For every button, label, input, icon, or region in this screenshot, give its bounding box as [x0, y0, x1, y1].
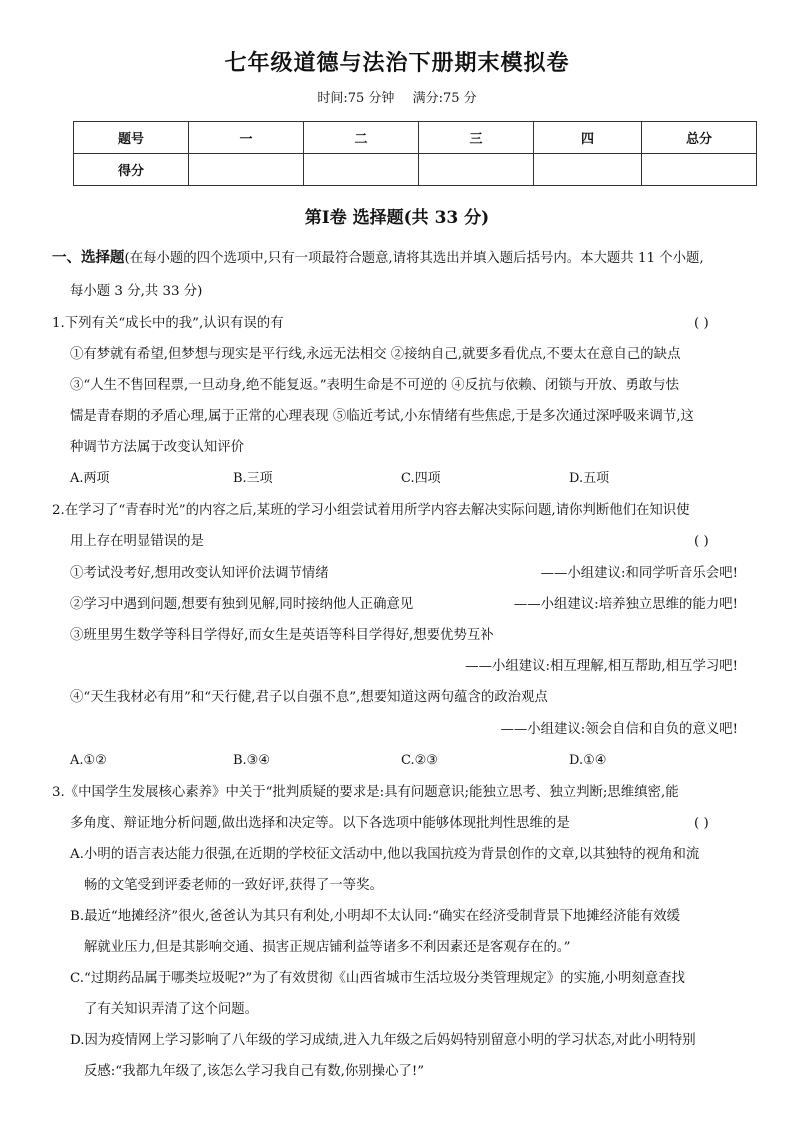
q3-stem-2: 多角度、辩证地分析问题,做出选择和决定等。以下各选项中能够体现批判性思维的是	[70, 816, 570, 831]
q1-answer-blank[interactable]: ( )	[694, 316, 709, 331]
score-cell: 总分	[642, 122, 757, 154]
q2-item: ①考试没考好,想用改变认知评价法调节情绪	[70, 566, 329, 581]
section-heading-label: 一、选择题	[52, 250, 125, 266]
q1-option-a: A.两项	[70, 471, 110, 486]
q3-option-c: C.“过期药品属于哪类垃圾呢?”为了有效贯彻《山西省城市生活垃圾分类管理规定》的实施,小明刻意查找	[70, 971, 685, 986]
q1-option-c: C.四项	[401, 471, 441, 486]
score-cell: 题号	[74, 122, 189, 154]
q2-stem: 2.在学习了“青春时光”的内容之后,某班的学习小组尝试着用所学内容去解决实际问题,请你判断他们在知识使	[52, 503, 690, 518]
q3-option-a: A.小明的语言表达能力很强,在近期的学校征文活动中,他以我国抗疫为背景创作的文章,以其独特的视角和流	[70, 847, 700, 862]
exam-time: 时间:75 分钟	[317, 91, 395, 106]
score-cell: 三	[419, 122, 534, 154]
q1-line: 懦是青春期的矛盾心理,属于正常的心理表现 ⑤临近考试,小东情绪有些焦虑,于是多次通过深呼吸来调节,这	[70, 409, 694, 424]
section-heading-text-2: 每小题 3 分,共 33 分)	[70, 284, 203, 299]
q2-option-a: A.①②	[70, 753, 107, 768]
q1-option-b: B.三项	[233, 471, 273, 486]
score-table-header-row	[74, 122, 757, 154]
q1-line: ③“人生不售回程票,一旦动身,绝不能复返。”表明生命是不可逆的 ④反抗与依赖、闭锁与开放、勇敢与怯	[70, 378, 679, 393]
score-table-score-row	[74, 154, 757, 186]
q2-item: ②学习中遇到问题,想要有独到见解,同时接纳他人正确意见	[70, 597, 414, 612]
q3-option-d-cont: 反感:“我都九年级了,该怎么学习我自己有数,你别操心了!”	[84, 1064, 425, 1079]
q1-line: 种调节方法属于改变认知评价	[70, 440, 245, 455]
q2-answer-blank[interactable]: ( )	[694, 534, 709, 549]
q2-stem-2: 用上存在明显错误的是	[70, 534, 204, 549]
score-cell: 二	[304, 122, 419, 154]
q2-item-note: ——小组建议:领会自信和自负的意义吧!	[500, 722, 738, 737]
section-heading	[52, 248, 704, 269]
section-title: 第Ⅰ卷 选择题(共 33 分)	[304, 208, 490, 228]
q2-item-note: ——小组建议:和同学听音乐会吧!	[540, 566, 738, 581]
q2-option-d: D.①④	[569, 753, 607, 768]
q3-option-b: B.最近“地摊经济”很火,爸爸认为其只有利处,小明却不太认同:“确实在经济受制背景下地摊经济能有效缓	[70, 909, 681, 924]
section-heading-text: (在每小题的四个选项中,只有一项最符合题意,请将其选出并填入题后括号内。本大题共 11 个小题,	[124, 251, 704, 266]
score-cell: 得分	[74, 154, 189, 186]
q2-item-note: ——小组建议:相互理解,相互帮助,相互学习吧!	[465, 659, 738, 674]
score-cell[interactable]	[642, 154, 757, 186]
q3-stem: 3.《中国学生发展核心素养》中关于“批判质疑的要求是:具有问题意识;能独立思考、独立判断;思维缜密,能	[52, 785, 679, 800]
q2-item: ④“天生我材必有用”和“天行健,君子以自强不息”,想要知道这两句蕴含的政治观点	[70, 690, 548, 705]
q1-option-d: D.五项	[569, 471, 610, 486]
score-cell: 四	[534, 122, 642, 154]
score-cell[interactable]	[534, 154, 642, 186]
exam-info	[0, 87, 794, 106]
q3-option-c-cont: 了有关知识弄清了这个问题。	[84, 1002, 259, 1017]
q1-stem: 1.下列有关“成长中的我”,认识有误的有	[52, 316, 284, 331]
q2-option-c: C.②③	[401, 753, 438, 768]
q2-item: ③班里男生数学等科目学得好,而女生是英语等科目学得好,想要优势互补	[70, 628, 494, 643]
exam-score: 满分:75 分	[412, 91, 477, 106]
q3-option-d: D.因为疫情网上学习影响了八年级的学习成绩,进入九年级之后妈妈特别留意小明的学习状态,对此小明特别	[70, 1033, 696, 1048]
q3-answer-blank[interactable]: ( )	[694, 816, 709, 831]
q3-option-b-cont: 解就业压力,但是其影响交通、损害正规店铺利益等诸多不利因素还是客观存在的。”	[84, 940, 571, 955]
q3-option-a-cont: 畅的文笔受到评委老师的一致好评,获得了一等奖。	[84, 878, 383, 893]
score-cell[interactable]	[189, 154, 304, 186]
q1-line: ①有梦就有希望,但梦想与现实是平行线,永远无法相交 ②接纳自己,就要多看优点,不要太在意自己的缺点	[70, 347, 681, 362]
page-title: 七年级道德与法治下册期末模拟卷	[224, 51, 570, 76]
q2-item-note: ——小组建议:培养独立思维的能力吧!	[513, 597, 738, 612]
score-cell[interactable]	[304, 154, 419, 186]
score-table	[73, 121, 757, 186]
q2-option-b: B.③④	[233, 753, 270, 768]
score-cell[interactable]	[419, 154, 534, 186]
score-cell: 一	[189, 122, 304, 154]
